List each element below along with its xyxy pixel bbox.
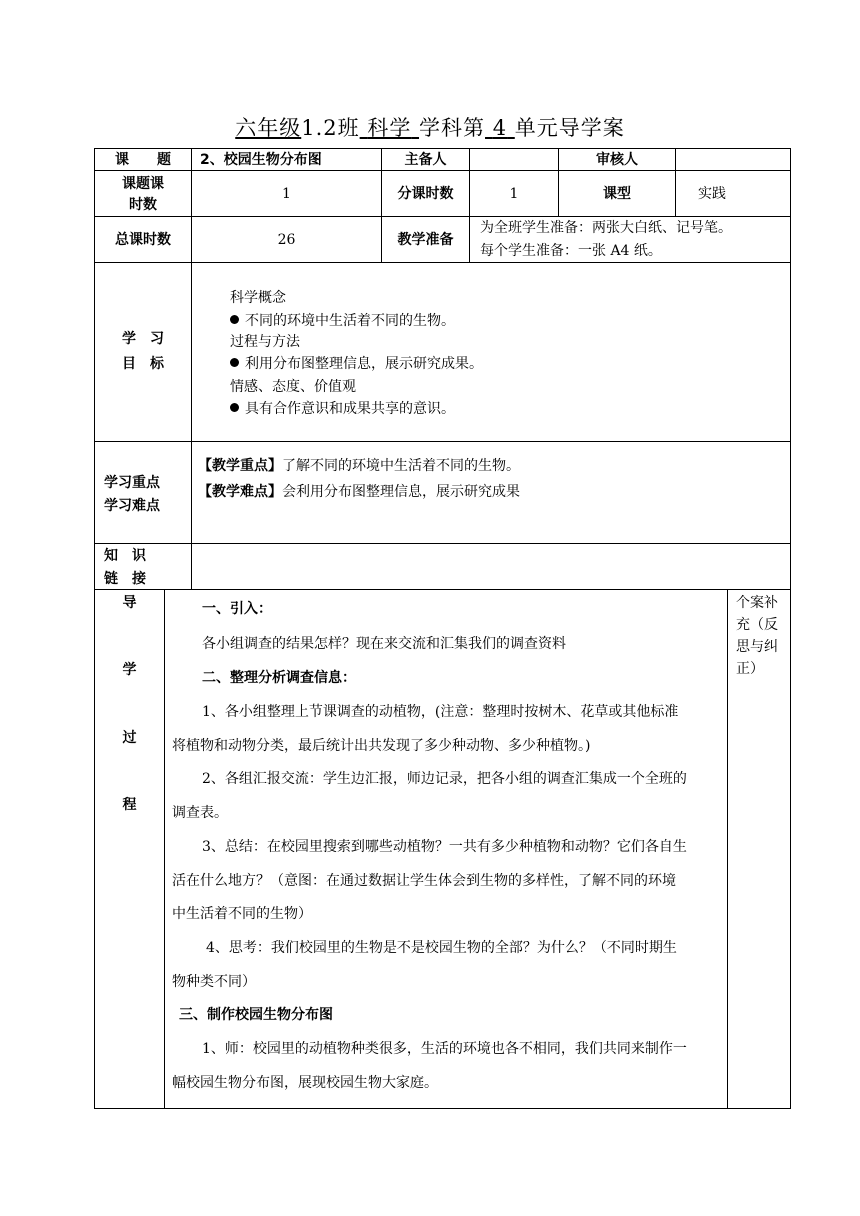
- bullet-icon: [230, 403, 239, 412]
- difficulty-tag: 【教学难点】: [198, 484, 282, 500]
- title-subject: 科学: [367, 116, 412, 140]
- process-text: 中生活着不同的生物）: [172, 906, 312, 922]
- goals-label-1: 学 习: [122, 331, 164, 347]
- section-heading: 三、制作校园生物分布图: [179, 1007, 333, 1023]
- process-side-char: 过: [122, 730, 137, 746]
- lesson-hours-label-1: 课题课: [122, 176, 164, 192]
- split-hours-label: 分课时数: [397, 186, 454, 202]
- key-point: [198, 457, 520, 475]
- difficulty-point: [198, 483, 520, 501]
- lesson-type-value: 实践: [698, 186, 726, 202]
- process-text: 1、各小组整理上节课调查的动植物，(注意：整理时按树木、花草或其他标准: [202, 704, 679, 720]
- goals-label-2: 目 标: [122, 356, 164, 372]
- goal-item-text: 具有合作意识和成果共享的意识。: [245, 401, 455, 417]
- key-points-label: 学习重点: [104, 475, 160, 491]
- title-suffix: 单元导学案: [514, 116, 625, 140]
- process-text: 2、各组汇报交流：学生边汇报，师边记录，把各小组的调查汇集成一个全班的: [202, 771, 687, 787]
- total-hours-label: 总课时数: [115, 232, 171, 248]
- key-point-text: 了解不同的环境中生活着不同的生物。: [282, 458, 520, 474]
- reviewer-label: 审核人: [596, 152, 638, 168]
- process-text: 4、思考：我们校园里的生物是不是校园生物的全部？为什么？（不同时期生: [206, 940, 677, 956]
- bullet-icon: [230, 315, 239, 324]
- goal-item: [230, 355, 483, 373]
- section-heading: 二、整理分析调查信息：: [202, 670, 356, 686]
- goal-item: [230, 400, 455, 418]
- title-class-no: 1.2: [301, 116, 338, 140]
- lesson-type-label: 课型: [603, 186, 631, 202]
- remark-line: 思与纠: [736, 639, 778, 655]
- process-text: 将植物和动物分类，最后统计出共发现了多少种动物、多少种植物。): [172, 738, 591, 754]
- difficulty-label: 学习难点: [104, 498, 160, 514]
- process-text: 3、总结：在校园里搜索到哪些动植物？一共有多少种植物和动物？它们各自生: [202, 839, 687, 855]
- key-point-tag: 【教学重点】: [198, 458, 282, 474]
- teaching-prep-line-1: 为全班学生准备：两张大白纸、记号笔。: [480, 220, 732, 236]
- process-side-char: 程: [122, 797, 137, 813]
- section-heading: 一、引入：: [202, 601, 272, 617]
- main-preparer-label: 主备人: [404, 152, 447, 168]
- bullet-icon: [230, 358, 239, 367]
- goal-item: [230, 312, 455, 330]
- teaching-prep-label: 教学准备: [397, 232, 454, 248]
- page-title: [0, 112, 860, 142]
- process-text: 幅校园生物分布图，展现校园生物大家庭。: [172, 1075, 438, 1091]
- teaching-prep-line-2: 每个学生准备：一张 A4 纸。: [480, 243, 662, 259]
- split-hours-value: 1: [509, 186, 519, 202]
- total-hours-value: 26: [277, 232, 296, 248]
- process-text: 调查表。: [172, 805, 228, 821]
- goal-heading: 科学概念: [230, 290, 286, 306]
- knowledge-link-label-1: 知 识: [104, 548, 146, 564]
- process-text: 活在什么地方？（意图：在通过数据让学生体会到生物的多样性，了解不同的环境: [172, 873, 676, 889]
- goal-heading: 过程与方法: [230, 334, 300, 350]
- title-xueke: 学科第: [419, 116, 486, 140]
- title-unit-no: 4: [492, 116, 508, 140]
- title-ban: 班: [337, 116, 360, 140]
- goal-item-text: 利用分布图整理信息，展示研究成果。: [245, 356, 483, 372]
- topic-label: 课 题: [115, 152, 171, 168]
- remark-line: 正）: [736, 661, 764, 677]
- topic-value: 2、校园生物分布图: [200, 152, 322, 168]
- title-grade: 六年级: [235, 116, 302, 140]
- lesson-hours-value: 1: [282, 186, 291, 202]
- process-side-char: 导: [122, 595, 137, 611]
- remark-line: 充（反: [736, 617, 778, 633]
- knowledge-link-label-2: 链 接: [104, 571, 146, 587]
- lesson-hours-label-2: 时数: [129, 197, 157, 213]
- process-text: 物种类不同）: [172, 974, 256, 990]
- remark-line: 个案补: [736, 595, 778, 611]
- process-side-char: 学: [122, 662, 137, 678]
- difficulty-text: 会利用分布图整理信息，展示研究成果: [282, 484, 520, 500]
- process-text: 1、师：校园里的动植物种类很多，生活的环境也各不相同，我们共同来制作一: [202, 1041, 687, 1057]
- process-text: 各小组调查的结果怎样？现在来交流和汇集我们的调查资料: [202, 636, 566, 652]
- goal-item-text: 不同的环境中生活着不同的生物。: [245, 313, 455, 329]
- goal-heading: 情感、态度、价值观: [230, 379, 356, 395]
